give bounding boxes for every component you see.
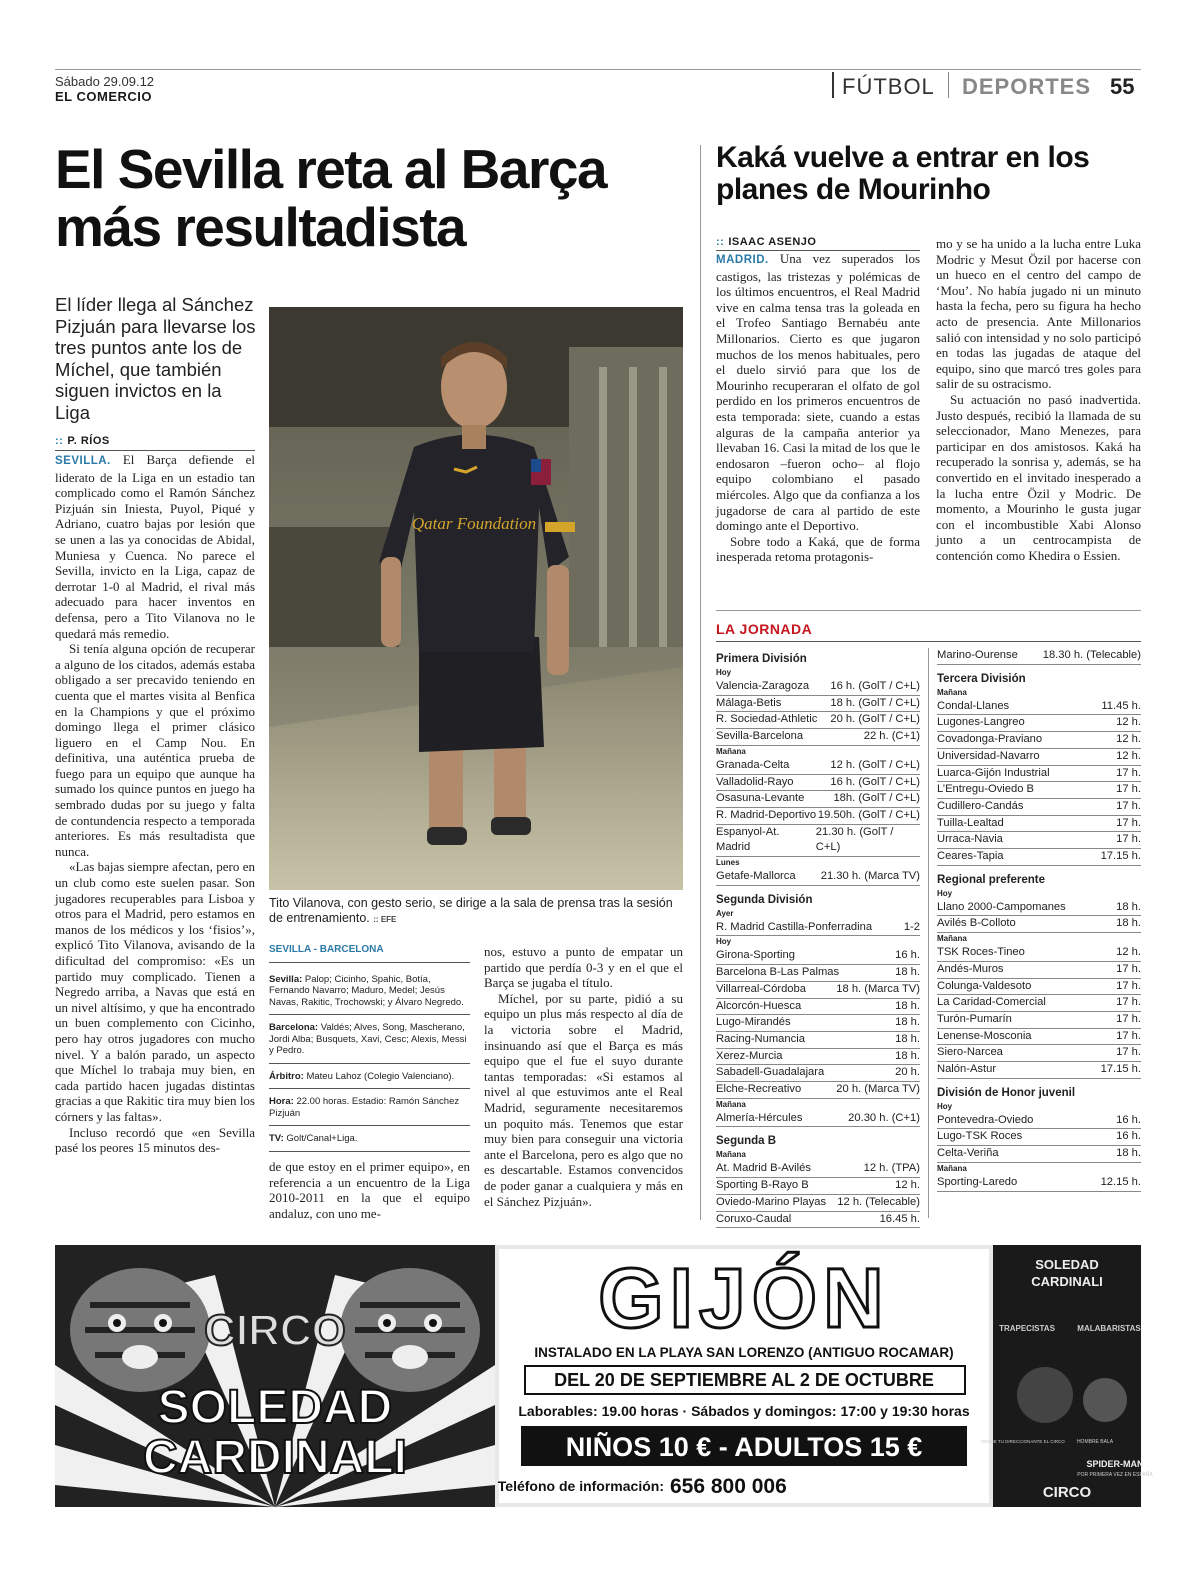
header-rule xyxy=(55,69,1141,70)
fixture-time: 20 h. (GolT / C+L) xyxy=(830,713,920,726)
poster-top-2: CARDINALI xyxy=(1031,1274,1103,1289)
main-column-2 xyxy=(269,1159,470,1221)
fixture-teams: Avilés B-Colloto xyxy=(937,917,1016,930)
header-divider-2 xyxy=(948,72,949,98)
fixture-row xyxy=(716,679,920,696)
ad-phone-label: Teléfono de información: xyxy=(497,1478,664,1494)
fixture-time: 17.15 h. xyxy=(1100,850,1141,863)
fixture-time: 18 h. xyxy=(895,966,920,979)
paragraph: Sobre todo a Kaká, que de forma inesperada retoma protagonis- xyxy=(716,533,920,565)
day-label: Mañana xyxy=(716,746,746,756)
fixture-row xyxy=(937,832,1141,849)
fixture-time: 16.45 h. xyxy=(879,1212,920,1225)
jornada-divider xyxy=(928,648,929,1218)
paragraph: Incluso recordó que «en Sevilla pasé los peores 15 minutos des- xyxy=(55,1124,255,1156)
fixture-teams: Siero-Narcea xyxy=(937,1046,1003,1059)
factbox-title: SEVILLA - BARCELONA xyxy=(269,944,470,963)
fixture-time: 17.15 h. xyxy=(1100,1063,1141,1076)
paragraph: mo y se ha unido a la lucha entre Luka Modric y Mesut Özil por hacerse con un hueco en el centro del campo de ‘Mou’. No había jugado ni un minuto hasta la fecha, pero su figura ha hecho acto de presencia. Ante Millonarios salió con intensidad y no solo participó en todas las jugadas de ataque del equipo, sino que marcó tres goles para salir de su ostracismo. xyxy=(936,236,1141,392)
fixture-teams: Tuilla-Lealtad xyxy=(937,816,1004,829)
page-number: 55 xyxy=(1110,74,1135,99)
fixture-time: 16 h. xyxy=(1116,1130,1141,1143)
fixture-time: 17 h. xyxy=(1116,979,1141,992)
paragraph: Si tenía alguna opción de recuperar a alguno de los citados, además estaba obligado a ser precavido teniendo en cuenta que el martes visita al Benfica en la Champions y que el próximo domingo llega el primer clásico liguero en el Camp Nou. En definitiva, una auténtica prueba de fuego para un equipo que aunque ha sumado los quince puntos en juego ha sembrado dudas por su juego y falta de contundencia respecto a temporada anteriores. Es más resultadista que nunca. xyxy=(55,641,255,859)
fixture-row xyxy=(716,696,920,713)
fixture-teams: Cudillero-Candás xyxy=(937,799,1024,812)
newspaper-name: EL COMERCIO xyxy=(55,89,152,104)
day-label: Mañana xyxy=(716,1099,746,1109)
competition-heading: División de Honor juvenil xyxy=(937,1086,1076,1099)
fixture-time: 12 h. (Telecable) xyxy=(837,1195,920,1208)
fixture-teams: Girona-Sporting xyxy=(716,949,795,962)
fixture-time: 1-2 xyxy=(903,920,920,933)
fixture-row xyxy=(716,825,920,857)
second-headline: Kaká vuelve a entrar en los planes de Mourinho xyxy=(716,141,1090,206)
fixture-row xyxy=(716,1212,920,1229)
fixture-time: 20 h. xyxy=(895,1066,920,1079)
byline-rule xyxy=(55,450,255,451)
jornada-top-rule xyxy=(716,610,1141,611)
fixture-teams: Xerez-Murcia xyxy=(716,1049,783,1062)
fixture-teams: Elche-Recreativo xyxy=(716,1083,802,1096)
fixture-row xyxy=(937,1175,1141,1192)
byline-dots-icon: :: xyxy=(716,236,725,248)
fixture-row xyxy=(716,982,920,999)
fixture-row xyxy=(937,782,1141,799)
fixture-time: 12 h. xyxy=(1116,716,1141,729)
byline-dots-icon: :: xyxy=(55,435,64,447)
paragraph: Míchel, por su parte, pidió a su equipo un plus más respecto al día de la victoria sobre el Madrid, insinuando así que el Barça es más equipo que el fue el suyo durante tantas temporadas: «Si estamos al nivel al que estuvimos ante el Real Madrid, seguramente necesitaremos un poquito más. Tenemos que estar muy bien para conseguir una victoria ante el Barcelona, pero es algo que no es descartable. Estamos convencidos de poder ganar a cualquiera y más en el Sánchez Pizjuán». xyxy=(484,990,683,1209)
poster-star-sub: POR PRIMERA VEZ EN ESPAÑA xyxy=(1077,1472,1153,1478)
fixture-row xyxy=(937,799,1141,816)
fixture-time: 12 h. xyxy=(895,1179,920,1192)
shirt-sponsor-text: Qatar Foundation xyxy=(411,514,537,533)
fixture-time: 17 h. xyxy=(1116,1012,1141,1025)
fixture-row xyxy=(716,1111,920,1128)
fixture-row xyxy=(716,999,920,1016)
fixture-time: 17 h. xyxy=(1116,1029,1141,1042)
fixture-time: 20.30 h. (C+1) xyxy=(848,1111,920,1124)
paragraph: «Las bajas siempre afectan, pero en un club como este suelen pasar. Son jugadores recuperables para Lisboa y otros para el Madrid, pero estamos en manos de los médicos y los ‘fisios’», explicó Tito Vilanova, avisando de la dificultad del compromiso: «Es un partido muy complicado. Tienen a Negredo arriba, a Navas que está en un nivel altísimo, y que ha encontrado un buen complemento con Cicinho, pero hay otros jugadores con mucho nivel. Y a balón parado, un aspecto que Míchel lo trabaja muy bien, en cada partido hacen jugadas distintas gracias a que Rakitic tira muy bien los córners y las faltas». xyxy=(55,859,255,1124)
fixture-teams: Getafe-Mallorca xyxy=(716,870,796,883)
fixture-row xyxy=(716,1195,920,1212)
fixture-row xyxy=(716,920,920,937)
fixture-time: 18 h. (GolT / C+L) xyxy=(830,696,920,709)
ad-cardinali-text: CARDINALI xyxy=(143,1431,407,1484)
fixture-time: 17 h. xyxy=(1116,766,1141,779)
paragraph: Una vez superados los castigos, las tristezas y polémicas de los últimos encuentros, el Real Madrid vive en calma tensa tras la goleada en el Trofeo Santiago Bernabéu ante Millonarios. Cierto es que jugaron muchos de los menos habituales, pero el duelo sirvió para que los de Mourinho recuperaran el olfato de gol perdido en los primeros encuentros de esta temporada: siete, cuando a estas alguras de la campaña anterior ya llevaban 16. Casi la mitad de los que le endosaron –fueron ocho– al flojo equipo colombiano el pasado miércoles. Algo que da confianza a los jugadorse de cara al partido de este domingo ante el Deportivo. xyxy=(716,251,920,534)
day-label: Mañana xyxy=(716,1150,746,1160)
fixture-row xyxy=(937,1129,1141,1146)
fixture-time: 18 h. xyxy=(1116,900,1141,913)
fixture-teams: Oviedo-Marino Playas xyxy=(716,1195,827,1208)
fixture-teams: Málaga-Betis xyxy=(716,696,782,709)
tiger-right-icon xyxy=(340,1268,480,1392)
tiger-left-icon xyxy=(70,1268,210,1392)
fixture-time: 19.50h. (GolT / C+L) xyxy=(817,808,920,821)
fixture-row xyxy=(937,1029,1141,1046)
fixture-row xyxy=(937,1012,1141,1029)
fixture-row xyxy=(937,648,1141,665)
fixture-teams: Colunga-Valdesoto xyxy=(937,979,1032,992)
paragraph: Su actuación no pasó inadvertida. Justo después, recibió la llamada de su seleccionador, Mano Menezes, para participar en dos amistosos. Kaká ha recuperado la sonrisa y, además, se ha convertido en el invitado inesperado a la lucha entre Özil y Modric. De momento, a Mourinho le gusta jugar con el incombustible Xabi Alonso junto a un centrocampista de contención como Khedira o Essien. xyxy=(936,391,1141,563)
ad-hours: Laborables: 19.00 horas · Sábados y domingos: 17:00 y 19:30 horas xyxy=(518,1403,970,1419)
competition-heading: Segunda B xyxy=(716,1135,777,1148)
factbox-item: TV: Golt/Canal+Liga. xyxy=(269,1130,470,1152)
second-byline: :: ISAAC ASENJO xyxy=(716,236,817,248)
fixture-row xyxy=(937,1113,1141,1130)
fixture-row xyxy=(937,816,1141,833)
fixture-teams: Lugo-Mirandés xyxy=(716,1016,791,1029)
day-label: Hoy xyxy=(937,1101,953,1111)
competition-heading: Regional preferente xyxy=(937,873,1045,886)
fixture-teams: Celta-Veriña xyxy=(937,1147,999,1160)
fixture-time: 18h. (GolT / C+L) xyxy=(833,792,920,805)
competition-heading: Primera División xyxy=(716,653,807,665)
fixture-teams: Barcelona B-Las Palmas xyxy=(716,966,840,979)
fixture-teams: Nalón-Astur xyxy=(937,1063,997,1076)
fixture-row xyxy=(937,979,1141,996)
fixture-time: 17 h. xyxy=(1116,783,1141,796)
fixture-time: 18 h. xyxy=(895,1016,920,1029)
fixture-time: 18 h. xyxy=(895,1049,920,1062)
factbox-item: Hora: 22.00 horas. Estadio: Ramón Sánchez Pizjuán xyxy=(269,1093,470,1126)
competition-heading: Segunda División xyxy=(716,893,813,906)
fixture-row xyxy=(716,758,920,775)
fixture-teams: Lenense-Mosconia xyxy=(937,1029,1032,1042)
ad-prices: NIÑOS 10 € - ADULTOS 15 € xyxy=(565,1432,923,1462)
fixture-row xyxy=(937,849,1141,866)
fixture-time: 11.45 h. xyxy=(1101,699,1141,712)
competition-heading: Tercera División xyxy=(937,672,1026,685)
photo-caption: Tito Vilanova, con gesto serio, se dirige a la sala de prensa tras la sesión de entrenamiento. :: EFE xyxy=(269,896,673,925)
main-column-1 xyxy=(55,452,255,1156)
second-column-1 xyxy=(716,251,920,565)
column-divider xyxy=(700,145,701,1220)
fixture-time: 17 h. xyxy=(1116,833,1141,846)
fixture-time: 18 h. xyxy=(895,1032,920,1045)
fixture-row xyxy=(937,749,1141,766)
main-column-3 xyxy=(484,944,683,1209)
poster-small-1: DESDE TU DIRECCIONANTE EL CIRCO xyxy=(981,1439,1065,1444)
fixture-row xyxy=(937,1146,1141,1163)
fixture-teams: Alcorcón-Huesca xyxy=(716,999,802,1012)
ad-dates: DEL 20 DE SEPTIEMBRE AL 2 DE OCTUBRE xyxy=(554,1370,934,1390)
fixture-teams: La Caridad-Comercial xyxy=(937,996,1046,1009)
fixture-row xyxy=(716,1082,920,1099)
fixture-time: 12.15 h. xyxy=(1100,1175,1141,1188)
results-right xyxy=(937,648,1141,1192)
fixture-teams: Condal-Llanes xyxy=(937,699,1010,712)
poster-bottom: CIRCO xyxy=(1042,1484,1092,1501)
header-divider xyxy=(832,72,834,98)
fixture-time: 12 h. (TPA) xyxy=(863,1162,920,1175)
fixture-row xyxy=(716,1065,920,1082)
fixture-time: 12 h. xyxy=(1116,733,1141,746)
fixture-teams: Osasuna-Levante xyxy=(716,792,805,805)
paragraph: nos, estuvo a punto de empatar un partido que perdía 0-3 y en el que el Barça se jugaba el título. xyxy=(484,944,683,991)
fixture-row xyxy=(716,729,920,746)
fixture-teams: L’Entregu-Oviedo B xyxy=(937,783,1035,796)
fixture-teams: Llano 2000-Campomanes xyxy=(937,900,1066,913)
fixture-row xyxy=(716,712,920,729)
fixture-time: 12 h. (GolT / C+L) xyxy=(830,758,920,771)
ad-city: GIJÓN xyxy=(598,1251,890,1345)
day-label: Lunes xyxy=(716,858,740,868)
fixture-row xyxy=(716,1032,920,1049)
fixture-time: 22 h. (C+1) xyxy=(863,730,920,743)
fixture-teams: R. Madrid-Deportivo xyxy=(716,808,817,821)
paragraph: El Barça defiende el liderato de la Liga en un estadio tan complicado como el Ramón Sánchez Pizjuán sin Iniesta, Puyol, Piqué y Adriano, cuatro bajas por lesión que se unen a las ya conocidas de Abidal, Muniesa y Cuenca. No parece el Sevilla, invicto en la Liga, capaz de derrotar 1-0 al Madrid, el rival más adecuado para hacer inventos en defensa, pero a Tito Vilanova no le quedará más remedio. xyxy=(55,452,255,641)
fixture-time: 18 h. (Marca TV) xyxy=(836,982,920,995)
fixture-time: 18.30 h. (Telecable) xyxy=(1042,649,1141,661)
fixture-teams: Covadonga-Praviano xyxy=(937,733,1043,746)
day-label: Mañana xyxy=(937,687,967,697)
fixture-row xyxy=(716,1015,920,1032)
day-label: Hoy xyxy=(716,668,732,677)
fixture-time: 17 h. xyxy=(1116,996,1141,1009)
fixture-time: 17 h. xyxy=(1116,816,1141,829)
fixture-row xyxy=(937,945,1141,962)
lead-city: MADRID. xyxy=(716,254,769,266)
fixture-teams: Sabadell-Guadalajara xyxy=(716,1066,825,1079)
main-subhead: El líder llega al Sánchez Pizjuán para llevarse los tres puntos ante los de Míchel, que también siguen invictos en la Liga xyxy=(55,294,256,423)
fixture-row xyxy=(716,775,920,792)
fixture-teams: At. Madrid B-Avilés xyxy=(716,1162,811,1175)
fixture-row xyxy=(716,965,920,982)
category-label: DEPORTES xyxy=(962,74,1092,99)
fixture-teams: Universidad-Navarro xyxy=(937,749,1040,762)
fixture-row xyxy=(937,995,1141,1012)
second-column-2 xyxy=(936,236,1141,563)
fixture-row xyxy=(716,808,920,825)
fixture-row xyxy=(937,699,1141,716)
fixture-time: 20 h. (Marca TV) xyxy=(836,1083,920,1096)
fixture-teams: Urraca-Navia xyxy=(937,833,1003,846)
fixture-row xyxy=(716,948,920,965)
fixture-time: 17 h. xyxy=(1116,962,1141,975)
fixture-row xyxy=(937,962,1141,979)
fixture-teams: Lugo-TSK Roces xyxy=(937,1130,1023,1143)
paragraph: de que estoy en el primer equipo», en referencia a un encuentro de la Liga 2010-2011 en la que el equipo andaluz, con uno me- xyxy=(269,1159,470,1221)
fixture-teams: Granada-Celta xyxy=(716,758,790,771)
main-photo xyxy=(269,307,683,890)
fixture-time: 12 h. xyxy=(1116,946,1141,959)
ad-circo-text: CIRCO xyxy=(204,1306,346,1355)
fixture-time: 18 h. xyxy=(1116,917,1141,930)
fixture-time: 21.30 h. (GolT / C+L) xyxy=(815,825,894,854)
fixture-teams: Valladolid-Rayo xyxy=(716,775,794,788)
fixture-row xyxy=(937,1062,1141,1079)
fixture-row xyxy=(937,1045,1141,1062)
ad-location: INSTALADO EN LA PLAYA SAN LORENZO (ANTIGUO ROCAMAR) xyxy=(534,1345,954,1360)
day-label: Hoy xyxy=(937,888,953,898)
fixture-teams: Sevilla-Barcelona xyxy=(716,730,804,743)
jornada-title: LA JORNADA xyxy=(716,621,813,637)
fixture-teams: Almería-Hércules xyxy=(716,1111,803,1124)
fixture-time: 12 h. xyxy=(1116,749,1141,762)
fixture-teams: Valencia-Zaragoza xyxy=(716,680,810,692)
fixture-teams: Andés-Muros xyxy=(937,962,1004,975)
fixture-teams: Espanyol-At. Madrid xyxy=(716,825,780,854)
fixture-teams: Sporting B-Rayo B xyxy=(716,1179,809,1192)
fixture-row xyxy=(937,900,1141,917)
fixture-teams: Villarreal-Córdoba xyxy=(716,982,806,995)
day-label: Mañana xyxy=(937,1163,967,1173)
factbox-item: Árbitro: Mateu Lahoz (Colegio Valenciano). xyxy=(269,1068,470,1090)
fixture-time: 17 h. xyxy=(1116,1046,1141,1059)
fixture-teams: Ceares-Tapia xyxy=(937,850,1004,863)
fixture-teams: Coruxo-Caudal xyxy=(716,1212,792,1225)
fixture-row xyxy=(716,1049,920,1066)
fixture-teams: R. Madrid Castilla-Ponferradina xyxy=(716,920,873,933)
fixture-teams: Luarca-Gijón Industrial xyxy=(937,766,1050,779)
fixture-time: 18 h. xyxy=(1116,1147,1141,1160)
section-label: FÚTBOL xyxy=(842,74,935,99)
issue-date: Sábado 29.09.12 xyxy=(55,74,155,89)
fixture-time: 16 h. xyxy=(1116,1113,1141,1126)
fixture-row xyxy=(937,732,1141,749)
fixture-time: 16 h. (GolT / C+L) xyxy=(830,680,920,692)
results-left xyxy=(716,645,920,1228)
fixture-row xyxy=(937,715,1141,732)
day-label: Ayer xyxy=(716,908,734,918)
fixture-teams: TSK Roces-Tineo xyxy=(937,946,1025,959)
fixture-teams: Marino-Ourense xyxy=(937,649,1018,661)
factbox-item: Sevilla: Palop; Cicinho, Spahic, Botía, Fernando Navarro; Maduro, Medel; Jesús Navas, Rakitic, Trochowski; y Álvaro Negredo. xyxy=(269,971,470,1016)
fixture-row xyxy=(716,1178,920,1195)
fixture-time: 16 h. xyxy=(895,949,920,962)
fixture-row xyxy=(716,869,920,886)
poster-small-2: HOMBRE BALA xyxy=(1076,1439,1114,1445)
poster-star: SPIDER-MAN xyxy=(1086,1459,1144,1469)
fixture-time: 16 h. (GolT / C+L) xyxy=(830,775,920,788)
poster-act-2: MALABARISTAS xyxy=(1077,1324,1141,1333)
ad-phone: 656 800 006 xyxy=(670,1475,787,1498)
fixture-row xyxy=(937,766,1141,783)
main-byline: :: P. RÍOS xyxy=(55,435,110,447)
fixture-teams: Turón-Pumarín xyxy=(937,1012,1012,1025)
poster-top-1: SOLEDAD xyxy=(1035,1257,1099,1272)
fixture-row xyxy=(716,1161,920,1178)
main-headline: El Sevilla reta al Barça más resultadista xyxy=(55,138,607,258)
day-label: Hoy xyxy=(716,937,732,947)
fixture-time: 17 h. xyxy=(1116,799,1141,812)
fixture-time: 18 h. xyxy=(895,999,920,1012)
fixture-row xyxy=(716,791,920,808)
jornada-title-rule xyxy=(716,641,1141,642)
photo-credit: :: EFE xyxy=(373,915,397,924)
fixture-teams: Lugones-Langreo xyxy=(937,716,1025,729)
factbox-item: Barcelona: Valdés; Alves, Song, Mascherano, Jordi Alba; Busquets, Xavi, Cesc; Alexis, Messi y Pedro. xyxy=(269,1019,470,1064)
lead-city: SEVILLA. xyxy=(55,455,111,467)
factbox xyxy=(269,944,470,1156)
fixture-teams: Racing-Numancia xyxy=(716,1032,805,1045)
circus-advert xyxy=(55,1245,1153,1507)
poster-act-1: TRAPECISTAS xyxy=(999,1324,1055,1333)
ad-soledad-text: SOLEDAD xyxy=(157,1381,393,1434)
fixture-teams: Sporting-Laredo xyxy=(937,1175,1018,1188)
fixture-time: 21.30 h. (Marca TV) xyxy=(820,870,920,883)
fixture-row xyxy=(937,916,1141,933)
day-label: Mañana xyxy=(937,934,967,944)
fixture-teams: R. Sociedad-Athletic xyxy=(716,713,818,726)
fixture-teams: Pontevedra-Oviedo xyxy=(937,1113,1034,1126)
